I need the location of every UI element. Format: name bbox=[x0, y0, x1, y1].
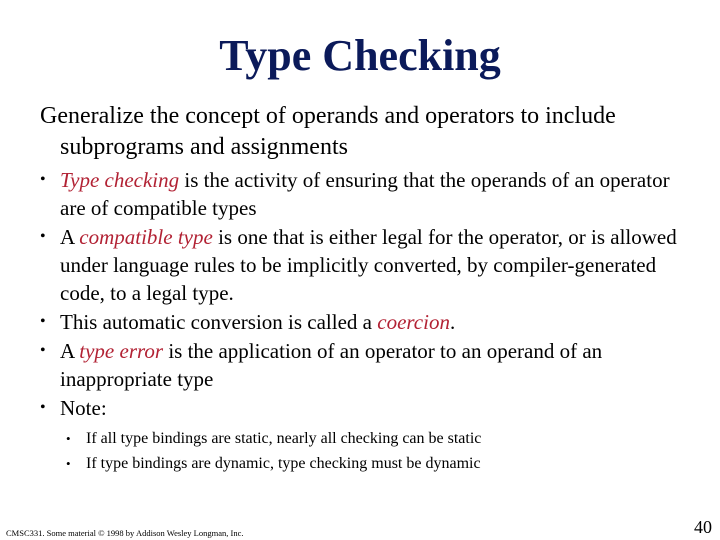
bullet-list bbox=[40, 166, 700, 423]
sub-bullet-list bbox=[66, 426, 686, 476]
bullet-dot-icon: • bbox=[66, 431, 71, 446]
page-number: 40 bbox=[694, 517, 712, 537]
bullet-dot-icon: • bbox=[40, 171, 46, 188]
bullet-text: A bbox=[60, 225, 80, 249]
sub-bullet-item bbox=[66, 426, 686, 451]
emphasis-term: type error bbox=[79, 339, 164, 363]
bullet-text: is the activity of ensuring that the operands of an operator are of compatible types bbox=[60, 168, 670, 220]
sub-bullet-text: If type bindings are dynamic, type checking must be dynamic bbox=[86, 455, 481, 472]
bullet-text: This automatic conversion is called a bbox=[60, 310, 378, 334]
emphasis-term: Type checking bbox=[60, 168, 180, 192]
bullet-dot-icon: • bbox=[40, 313, 46, 330]
slide-title: Type Checking bbox=[219, 31, 501, 80]
emphasis-term: coercion bbox=[377, 310, 450, 334]
bullet-dot-icon: • bbox=[40, 399, 46, 416]
bullet-text: is the application of an operator to an operand of an inappropriate type bbox=[60, 339, 603, 391]
bullet-text: is one that is either legal for the operator, or is allowed under language rules to be implicitly converted, by compiler-generated code, to a legal type. bbox=[60, 225, 677, 305]
bullet-dot-icon: • bbox=[66, 456, 71, 471]
bullet-item bbox=[40, 394, 700, 422]
bullet-item bbox=[40, 166, 700, 222]
bullet-dot-icon: • bbox=[40, 342, 46, 359]
intro-paragraph: Generalize the concept of operands and operators to include subprograms and assignments bbox=[40, 103, 616, 160]
sub-bullet-item bbox=[66, 451, 686, 476]
emphasis-term: compatible type bbox=[79, 225, 213, 249]
bullet-text: Note: bbox=[60, 396, 107, 420]
bullet-text: . bbox=[449, 310, 456, 334]
bullet-text: A bbox=[60, 339, 80, 363]
footer-copyright: CMSC331. Some material © 1998 by Addison Wesley Longman, Inc. bbox=[6, 528, 244, 538]
bullet-item bbox=[40, 308, 700, 336]
bullet-item bbox=[40, 337, 700, 393]
bullet-dot-icon: • bbox=[40, 228, 46, 245]
bullet-item bbox=[40, 223, 700, 307]
sub-bullet-text: If all type bindings are static, nearly all checking can be static bbox=[86, 430, 482, 447]
